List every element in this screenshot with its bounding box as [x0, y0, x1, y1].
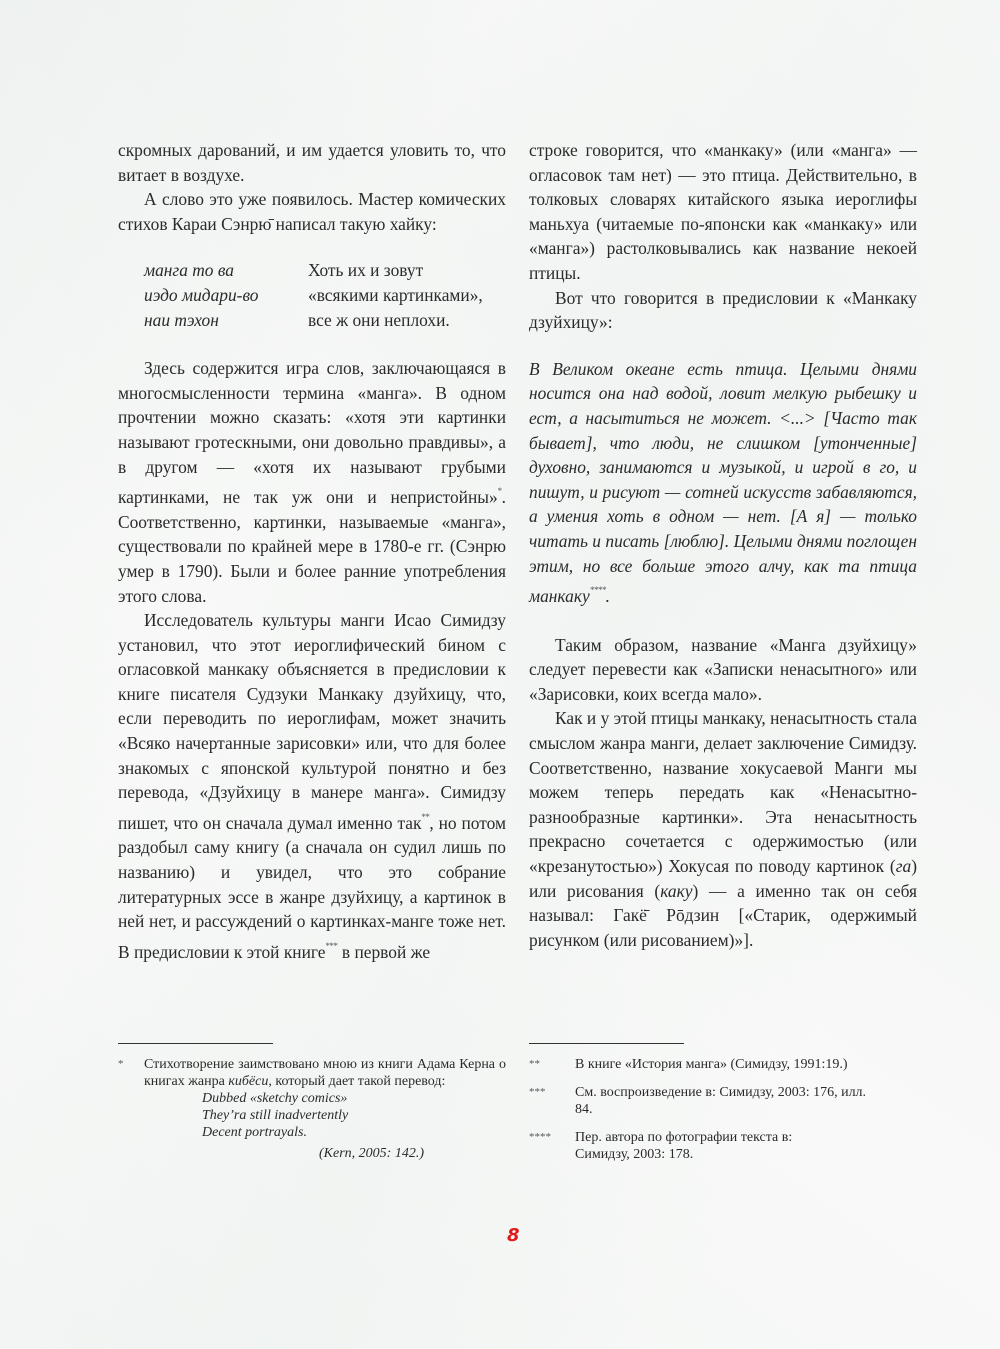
footnote-ref[interactable]: ** — [421, 811, 430, 822]
footnote-mark: ** — [529, 1058, 540, 1070]
right-column — [529, 138, 917, 952]
paragraph — [118, 356, 506, 608]
text: . — [605, 586, 611, 607]
footnote-text: См. воспроизведение в: Симидзу, 2003: 176, илл. 84. — [575, 1085, 867, 1117]
text: ) — а именно так он себя называл: Гакё̄ Рōдзин [«Старик, одержимый рисунком (или рисованием)»]. — [529, 880, 917, 950]
text: в первой же — [337, 941, 431, 962]
text: , но потом раздобыл саму книгу (а сначала он судил лишь по названию) и увидел, что это собрание литературных эссе в жанре дзуйхицу, а картинок в ней нет, и рассуждений о картинках-манге тоже нет. В предисловии к этой книге — [118, 812, 506, 962]
haiku — [144, 258, 506, 332]
text: Как и у этой птицы манкаку, ненасытность стала смыслом жанра манги, делает заключение Симидзу. Соответственно, название хокусаевой Манги мы можем теперь передать как «Ненасытно-разнообразные картинки». Эта ненасытность прекрасно сочетается с одержимостью (или «крезанутостью») Хокусая по поводу картинок ( — [529, 708, 917, 877]
footnotes-left — [118, 1043, 506, 1173]
text: Здесь содержится игра слов, заключающаяся в многосмысленности термина «манга». В одном прочтении можно сказать: «хотя эти картинки называют гротескными, они довольно правдивы», а в другом — «хотя их называют грубыми картинками, не так уж они и непристойны» — [118, 358, 506, 508]
haiku-line: наи тэхон — [144, 309, 219, 330]
poem-line: Dubbed «sketchy comics» — [202, 1091, 348, 1106]
block-quote — [529, 357, 917, 609]
footnote-poem — [202, 1090, 506, 1141]
footnote — [118, 1056, 506, 1162]
haiku-line: Хоть их и зовут — [308, 260, 424, 281]
footnote-divider — [118, 1043, 273, 1044]
haiku-line: иэдо мидари-во — [144, 284, 259, 305]
citation: (Kern, 2005: 142.) — [319, 1146, 424, 1161]
haiku-line: все ж они неплохи. — [308, 309, 450, 330]
footnote — [529, 1056, 917, 1073]
haiku-japanese — [144, 258, 308, 332]
text: В Великом океане есть птица. Целыми днями носится она над водой, ловит мелкую рыбешку и ест, а насытиться не может. <...> [Часто так бывает], что люди, не слишком [утонченные] духовно, занимаются и музыкой, и игрой в го, и пишут, и рисуют — сотней искусств забавляются, а умения хоть в одном — нет. [А я] — только читать и писать [люблю]. Целыми днями поглощен этим, но все больше этого алчу, как та птица манкаку — [529, 358, 917, 607]
footnote-mark: * — [118, 1058, 124, 1070]
term-italic: каку — [660, 880, 693, 901]
paragraph: Вот что говорится в предисловии к «Манкаку дзуйхицу»: — [529, 287, 917, 333]
paragraph — [118, 608, 506, 964]
paragraph: Таким образом, название «Манга дзуйхицу» следует перевести как «Записки ненасытного» или «Зарисовки, коих всегда мало». — [529, 634, 917, 704]
haiku-line: манга то ва — [144, 260, 234, 281]
haiku-russian — [308, 258, 506, 332]
haiku-line: «всякими картинками», — [308, 284, 483, 305]
footnote-mark: **** — [529, 1131, 551, 1143]
text: . Соответственно, картинки, называемые «манга», существовали по крайней мере в 1780-е гг. (Сэнрю умер в 1790). Были и более ранние употребления этого слова. — [118, 487, 506, 606]
page-number: 8 — [507, 1225, 520, 1246]
left-column — [118, 138, 506, 964]
footnote-ref[interactable]: **** — [589, 585, 606, 596]
footnote-ref[interactable]: *** — [325, 940, 338, 951]
text: ) или рисования ( — [529, 856, 917, 901]
paragraph — [529, 706, 917, 952]
footnote-divider — [529, 1043, 684, 1044]
footnotes-right — [529, 1043, 917, 1174]
footnote — [529, 1129, 917, 1163]
paragraph: строке говорится, что «манкаку» (или «манга» — огласовок там нет) — это птица. Действительно, в толковых словарях китайского языка иероглифы маньхуа (читаемые по-японски как «манкаку» или «манга») растолковывались как название некоей птицы. — [529, 140, 917, 283]
footnote — [529, 1084, 917, 1118]
text: Исследователь культуры манги Исао Симидзу установил, что этот иероглифический бином с огласовкой манкаку объясняется в предисловии к книге писателя Судзуки Манкаку дзуйхицу, что, если переводить по иероглифам, может значить «Всяко начертанные зарисовки» или, что для более знакомых с японской культурой понятно и без перевода, «Дзуйхицу в манере манга». Симидзу пишет, что он сначала думал именно так — [118, 610, 506, 833]
term-italic: кибёси — [228, 1074, 269, 1089]
footnote-ref[interactable]: * — [497, 486, 502, 497]
paragraph: А слово это уже появилось. Мастер комических стихов Караи Сэнрю̄ написал такую хайку: — [118, 189, 506, 234]
footnote-text: Пер. автора по фотографии текста в: Симидзу, 2003: 178. — [575, 1130, 793, 1162]
term-italic: га — [895, 856, 912, 877]
footnote-text: В книге «История манга» (Симидзу, 1991:19.) — [575, 1057, 848, 1072]
footnote-text — [144, 1056, 506, 1162]
text: Стихотворение заимствовано мною из книги Адама Керна о книгах жанра — [144, 1057, 506, 1089]
poem-line: They’ra still inadvertently — [202, 1108, 349, 1123]
paragraph: скромных дарований, и им удается уловить то, что витает в воздухе. — [118, 140, 506, 185]
footnote-mark: *** — [529, 1086, 546, 1098]
poem-line: Decent portrayals. — [202, 1125, 307, 1140]
text: , который дает такой перевод: — [268, 1074, 446, 1089]
